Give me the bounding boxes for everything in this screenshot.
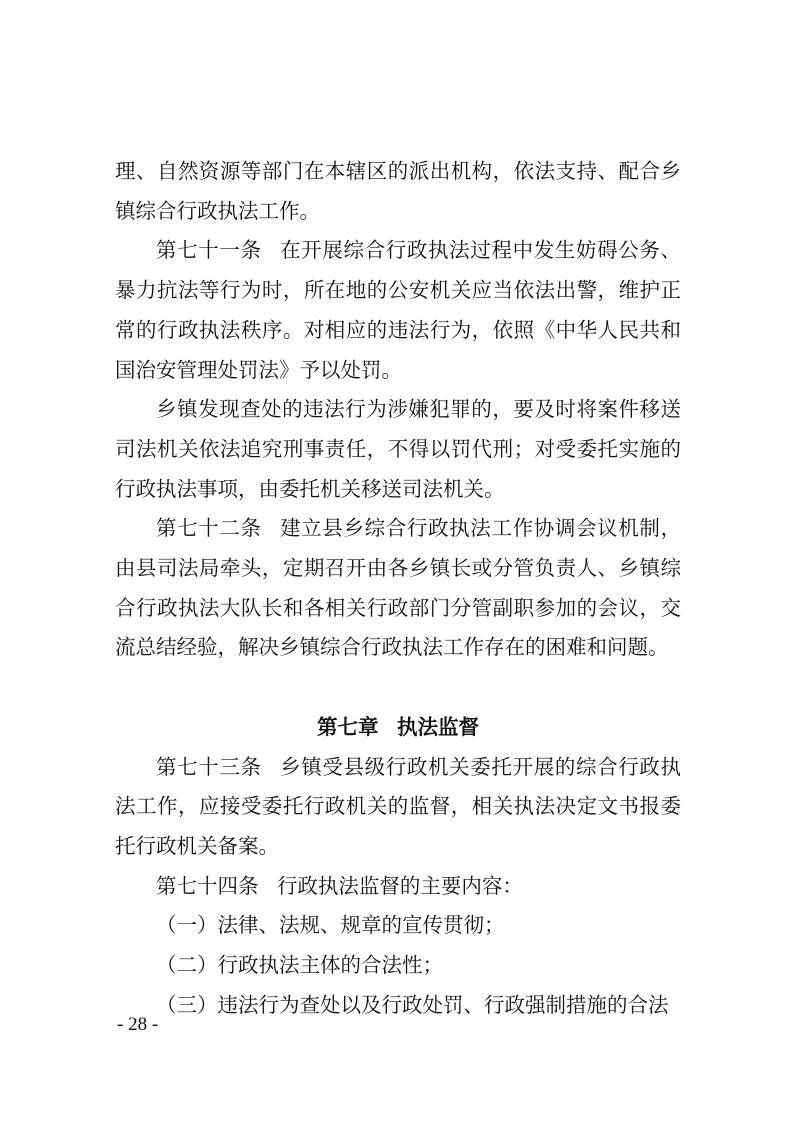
document-body [115,152,681,1025]
paragraph-continuation: 理、自然资源等部门在本辖区的派出机构，依法支持、配合乡镇综合行政执法工作。 [115,159,681,223]
article-text: 行政执法监督的主要内容： [276,873,523,898]
chapter-number: 第七章 [317,714,379,739]
article-74 [115,867,681,907]
article-number: 第七十二条 [156,516,262,541]
article-71 [115,231,681,390]
article-text: 在开展综合行政执法过程中发生妨碍公务、暴力抗法等行为时，所在地的公安机关应当依法出警，维护正常的行政执法秩序。对相应的违法行为，依照《中华人民共和国治安管理处罚法》予以处罚。 [115,238,682,382]
list-item: （二）行政执法主体的合法性； [156,953,443,978]
article-73 [115,748,681,867]
article-number: 第七十三条 [156,754,262,779]
section-spacer [115,668,681,708]
page-number: - 28 - [117,1014,159,1035]
article-number: 第七十四条 [156,873,259,898]
article-text: 乡镇受县级行政机关委托开展的综合行政执法工作，应接受委托行政机关的监督，相关执法决定文书报委托行政机关备案。 [115,754,682,858]
article-number: 第七十一条 [156,238,262,263]
paragraph: 乡镇发现查处的违法行为涉嫌犯罪的，要及时将案件移送司法机关依法追究刑事责任，不得以罚代刑；对受委托实施的行政执法事项，由委托机关移送司法机关。 [115,397,681,501]
chapter-title: 执法监督 [396,714,479,739]
chapter-heading [115,708,681,748]
article-72 [115,509,681,668]
article-text: 建立县乡综合行政执法工作协调会议机制，由县司法局牵头，定期召开由各乡镇长或分管负责人、乡镇综合行政执法大队长和各相关行政部门分管副职参加的会议，交流总结经验，解决乡镇综合行政执法工作存在的困难和问题。 [115,516,682,660]
list-item: （一）法律、法规、规章的宣传贯彻； [156,913,505,938]
list-item: （三）违法行为查处以及行政处罚、行政强制措施的合法 [156,992,669,1017]
